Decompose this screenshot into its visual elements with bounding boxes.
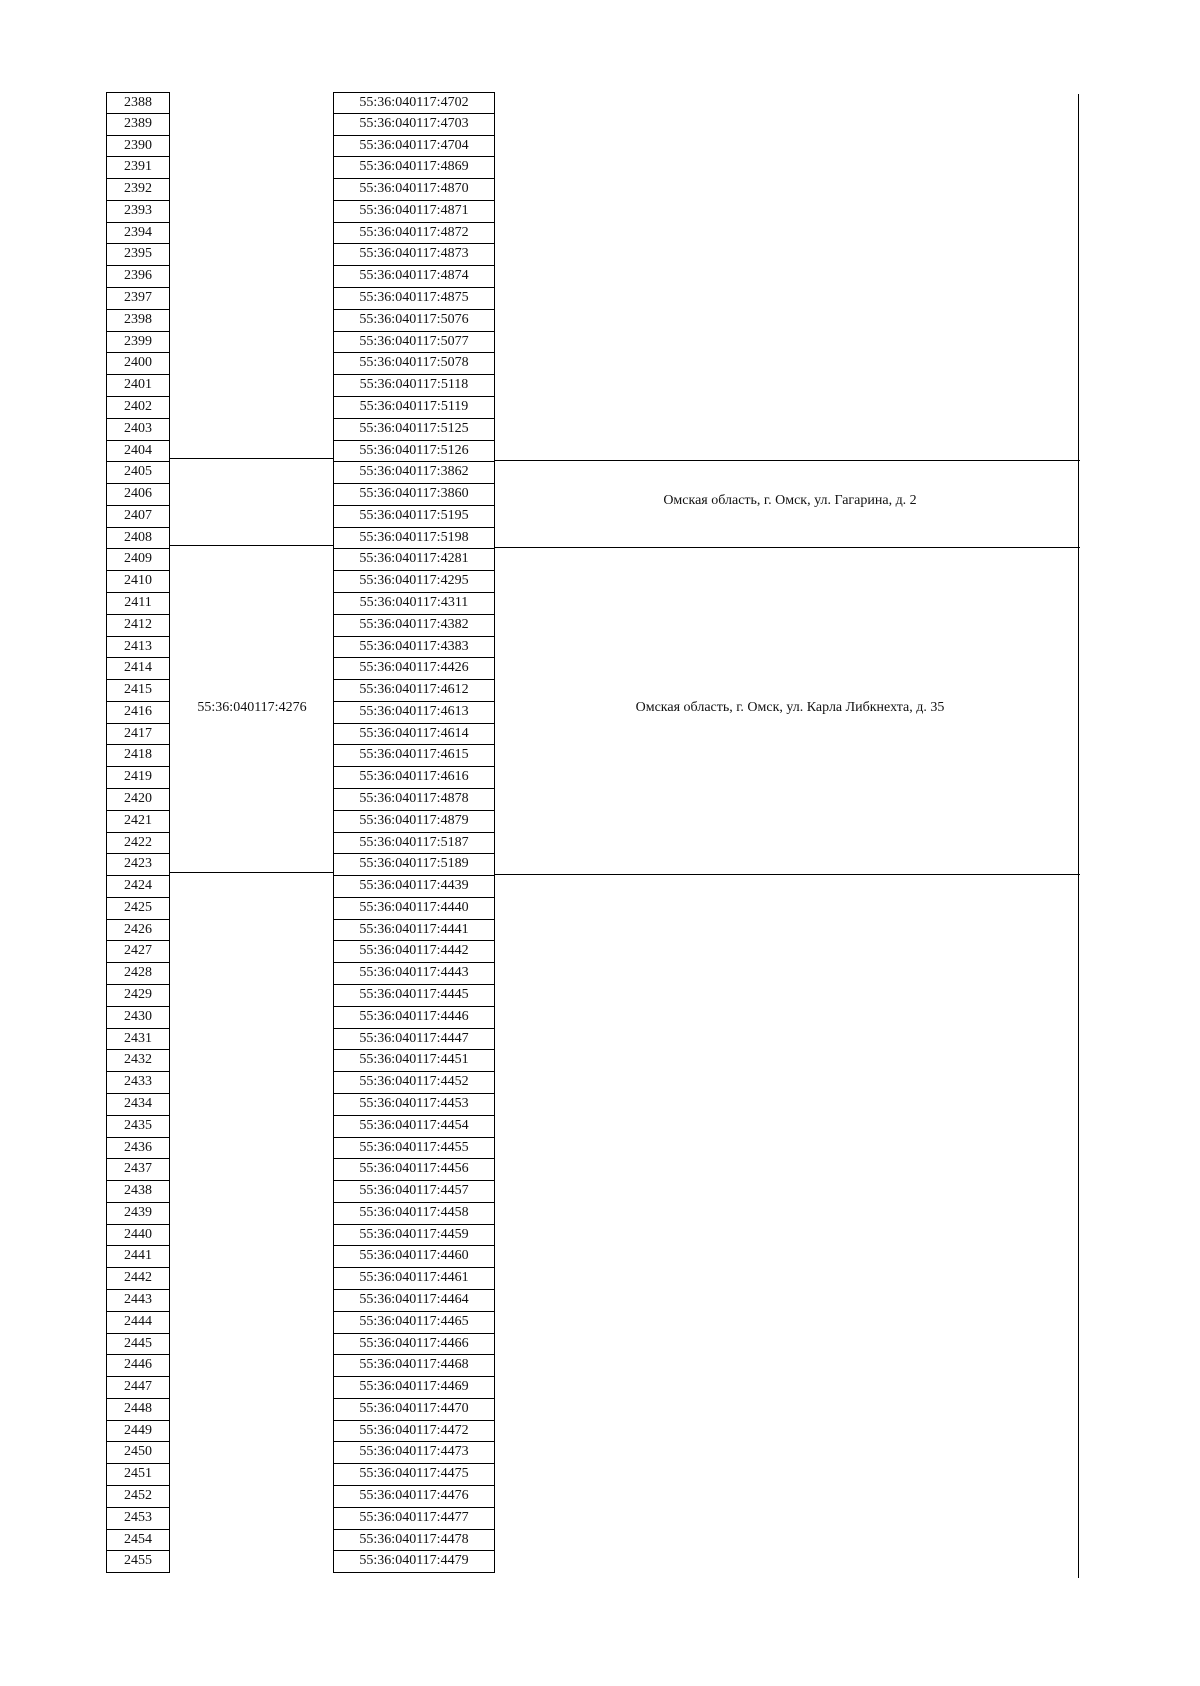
cadastral-number: 55:36:040117:4872 bbox=[333, 223, 495, 245]
cadastral-number-column bbox=[333, 92, 495, 1573]
row-number: 2397 bbox=[106, 288, 170, 310]
row-number: 2441 bbox=[106, 1246, 170, 1268]
row-number: 2414 bbox=[106, 658, 170, 680]
group-separator bbox=[170, 872, 333, 873]
cadastral-number: 55:36:040117:3862 bbox=[333, 462, 495, 484]
row-number: 2434 bbox=[106, 1094, 170, 1116]
cadastral-number: 55:36:040117:4441 bbox=[333, 920, 495, 942]
cadastral-number: 55:36:040117:4455 bbox=[333, 1138, 495, 1160]
cadastral-number: 55:36:040117:4464 bbox=[333, 1290, 495, 1312]
row-number: 2436 bbox=[106, 1138, 170, 1160]
cadastral-number: 55:36:040117:4457 bbox=[333, 1181, 495, 1203]
row-number: 2424 bbox=[106, 876, 170, 898]
row-number: 2403 bbox=[106, 419, 170, 441]
cadastral-number: 55:36:040117:4879 bbox=[333, 811, 495, 833]
row-number: 2446 bbox=[106, 1355, 170, 1377]
row-number: 2406 bbox=[106, 484, 170, 506]
row-number: 2435 bbox=[106, 1116, 170, 1138]
row-number: 2445 bbox=[106, 1334, 170, 1356]
row-number: 2407 bbox=[106, 506, 170, 528]
row-number: 2439 bbox=[106, 1203, 170, 1225]
cadastral-number: 55:36:040117:4295 bbox=[333, 571, 495, 593]
group-separator bbox=[170, 545, 333, 546]
row-number: 2423 bbox=[106, 854, 170, 876]
cadastral-number: 55:36:040117:5126 bbox=[333, 441, 495, 463]
cadastral-number: 55:36:040117:4477 bbox=[333, 1508, 495, 1530]
row-number: 2416 bbox=[106, 702, 170, 724]
cadastral-number: 55:36:040117:4870 bbox=[333, 179, 495, 201]
cadastral-number: 55:36:040117:5189 bbox=[333, 854, 495, 876]
row-number: 2398 bbox=[106, 310, 170, 332]
cadastral-number: 55:36:040117:4704 bbox=[333, 136, 495, 158]
cadastral-number: 55:36:040117:4869 bbox=[333, 157, 495, 179]
row-number: 2444 bbox=[106, 1312, 170, 1334]
row-number: 2452 bbox=[106, 1486, 170, 1508]
cadastral-number: 55:36:040117:4616 bbox=[333, 767, 495, 789]
cadastral-number: 55:36:040117:4451 bbox=[333, 1050, 495, 1072]
cadastral-number: 55:36:040117:4453 bbox=[333, 1094, 495, 1116]
row-number: 2455 bbox=[106, 1551, 170, 1573]
cadastral-number: 55:36:040117:4875 bbox=[333, 288, 495, 310]
cadastral-number: 55:36:040117:4479 bbox=[333, 1551, 495, 1573]
cadastral-number: 55:36:040117:5198 bbox=[333, 528, 495, 550]
cadastral-number: 55:36:040117:4281 bbox=[333, 549, 495, 571]
group-separator bbox=[495, 460, 1080, 461]
cadastral-number: 55:36:040117:4442 bbox=[333, 941, 495, 963]
row-number: 2427 bbox=[106, 941, 170, 963]
row-number: 2395 bbox=[106, 244, 170, 266]
cadastral-number: 55:36:040117:4874 bbox=[333, 266, 495, 288]
cadastral-number: 55:36:040117:5125 bbox=[333, 419, 495, 441]
row-number: 2454 bbox=[106, 1530, 170, 1552]
row-number: 2404 bbox=[106, 441, 170, 463]
row-number: 2409 bbox=[106, 549, 170, 571]
group-separator bbox=[170, 458, 333, 459]
cadastral-number: 55:36:040117:4447 bbox=[333, 1029, 495, 1051]
row-number: 2415 bbox=[106, 680, 170, 702]
cadastral-number: 55:36:040117:4445 bbox=[333, 985, 495, 1007]
row-number: 2442 bbox=[106, 1268, 170, 1290]
cadastral-number: 55:36:040117:4871 bbox=[333, 201, 495, 223]
row-number: 2417 bbox=[106, 724, 170, 746]
row-number: 2430 bbox=[106, 1007, 170, 1029]
cadastral-number: 55:36:040117:4466 bbox=[333, 1334, 495, 1356]
cadastral-number: 55:36:040117:4440 bbox=[333, 898, 495, 920]
cadastral-number: 55:36:040117:4613 bbox=[333, 702, 495, 724]
cadastral-number: 55:36:040117:4382 bbox=[333, 615, 495, 637]
cadastral-number: 55:36:040117:5076 bbox=[333, 310, 495, 332]
row-number: 2392 bbox=[106, 179, 170, 201]
row-number: 2420 bbox=[106, 789, 170, 811]
row-number: 2425 bbox=[106, 898, 170, 920]
table-right-border bbox=[1078, 94, 1079, 1578]
cadastral-number: 55:36:040117:5077 bbox=[333, 332, 495, 354]
address-gagarina: Омская область, г. Омск, ул. Гагарина, д. 2 bbox=[663, 493, 917, 508]
row-number: 2438 bbox=[106, 1181, 170, 1203]
cadastral-number: 55:36:040117:5078 bbox=[333, 353, 495, 375]
row-number: 2410 bbox=[106, 571, 170, 593]
row-number: 2412 bbox=[106, 615, 170, 637]
row-number: 2421 bbox=[106, 811, 170, 833]
row-number: 2400 bbox=[106, 353, 170, 375]
row-number: 2449 bbox=[106, 1421, 170, 1443]
row-number-column bbox=[106, 92, 170, 1573]
cadastral-number: 55:36:040117:4469 bbox=[333, 1377, 495, 1399]
row-number: 2451 bbox=[106, 1464, 170, 1486]
row-number: 2422 bbox=[106, 833, 170, 855]
cadastral-number: 55:36:040117:4383 bbox=[333, 637, 495, 659]
row-number: 2453 bbox=[106, 1508, 170, 1530]
cadastral-number: 55:36:040117:4443 bbox=[333, 963, 495, 985]
cadastral-number: 55:36:040117:4452 bbox=[333, 1072, 495, 1094]
cadastral-number: 55:36:040117:4615 bbox=[333, 745, 495, 767]
cadastral-number: 55:36:040117:4472 bbox=[333, 1421, 495, 1443]
cadastral-number: 55:36:040117:4465 bbox=[333, 1312, 495, 1334]
row-number: 2389 bbox=[106, 114, 170, 136]
row-number: 2396 bbox=[106, 266, 170, 288]
cadastral-number: 55:36:040117:5119 bbox=[333, 397, 495, 419]
cadastral-number: 55:36:040117:4612 bbox=[333, 680, 495, 702]
row-number: 2401 bbox=[106, 375, 170, 397]
group-separator bbox=[495, 547, 1080, 548]
cadastral-number: 55:36:040117:4460 bbox=[333, 1246, 495, 1268]
cadastral-number: 55:36:040117:5187 bbox=[333, 833, 495, 855]
row-number: 2388 bbox=[106, 92, 170, 114]
row-number: 2402 bbox=[106, 397, 170, 419]
cadastral-number: 55:36:040117:4454 bbox=[333, 1116, 495, 1138]
row-number: 2390 bbox=[106, 136, 170, 158]
row-number: 2411 bbox=[106, 593, 170, 615]
cadastral-number: 55:36:040117:4475 bbox=[333, 1464, 495, 1486]
cadastral-number: 55:36:040117:5118 bbox=[333, 375, 495, 397]
row-number: 2419 bbox=[106, 767, 170, 789]
row-number: 2426 bbox=[106, 920, 170, 942]
row-number: 2443 bbox=[106, 1290, 170, 1312]
row-number: 2418 bbox=[106, 745, 170, 767]
cadastral-number: 55:36:040117:4873 bbox=[333, 244, 495, 266]
cadastral-number: 55:36:040117:3860 bbox=[333, 484, 495, 506]
row-number: 2391 bbox=[106, 157, 170, 179]
cadastral-number: 55:36:040117:4878 bbox=[333, 789, 495, 811]
parent-cadastral-number: 55:36:040117:4276 bbox=[197, 700, 307, 715]
address-karla-libknekhta: Омская область, г. Омск, ул. Карла Либкнехта, д. 35 bbox=[635, 700, 945, 715]
cadastral-number: 55:36:040117:4702 bbox=[333, 92, 495, 114]
row-number: 2394 bbox=[106, 223, 170, 245]
row-number: 2437 bbox=[106, 1159, 170, 1181]
row-number: 2399 bbox=[106, 332, 170, 354]
row-number: 2408 bbox=[106, 528, 170, 550]
cadastral-number: 55:36:040117:4478 bbox=[333, 1530, 495, 1552]
cadastral-number: 55:36:040117:4703 bbox=[333, 114, 495, 136]
cadastral-number: 55:36:040117:4459 bbox=[333, 1225, 495, 1247]
cadastral-number: 55:36:040117:4311 bbox=[333, 593, 495, 615]
row-number: 2433 bbox=[106, 1072, 170, 1094]
cadastral-number: 55:36:040117:4458 bbox=[333, 1203, 495, 1225]
row-number: 2393 bbox=[106, 201, 170, 223]
row-number: 2432 bbox=[106, 1050, 170, 1072]
row-number: 2448 bbox=[106, 1399, 170, 1421]
cadastral-number: 55:36:040117:4473 bbox=[333, 1442, 495, 1464]
row-number: 2405 bbox=[106, 462, 170, 484]
row-number: 2431 bbox=[106, 1029, 170, 1051]
group-separator bbox=[495, 874, 1080, 875]
cadastral-number: 55:36:040117:4468 bbox=[333, 1355, 495, 1377]
cadastral-number: 55:36:040117:4614 bbox=[333, 724, 495, 746]
row-number: 2413 bbox=[106, 637, 170, 659]
cadastral-number: 55:36:040117:4461 bbox=[333, 1268, 495, 1290]
cadastral-number: 55:36:040117:4426 bbox=[333, 658, 495, 680]
row-number: 2450 bbox=[106, 1442, 170, 1464]
row-number: 2428 bbox=[106, 963, 170, 985]
cadastral-number: 55:36:040117:4456 bbox=[333, 1159, 495, 1181]
cadastral-number: 55:36:040117:4439 bbox=[333, 876, 495, 898]
cadastral-number: 55:36:040117:4476 bbox=[333, 1486, 495, 1508]
row-number: 2429 bbox=[106, 985, 170, 1007]
row-number: 2447 bbox=[106, 1377, 170, 1399]
row-number: 2440 bbox=[106, 1225, 170, 1247]
cadastral-number: 55:36:040117:4446 bbox=[333, 1007, 495, 1029]
cadastral-number: 55:36:040117:4470 bbox=[333, 1399, 495, 1421]
cadastral-number: 55:36:040117:5195 bbox=[333, 506, 495, 528]
